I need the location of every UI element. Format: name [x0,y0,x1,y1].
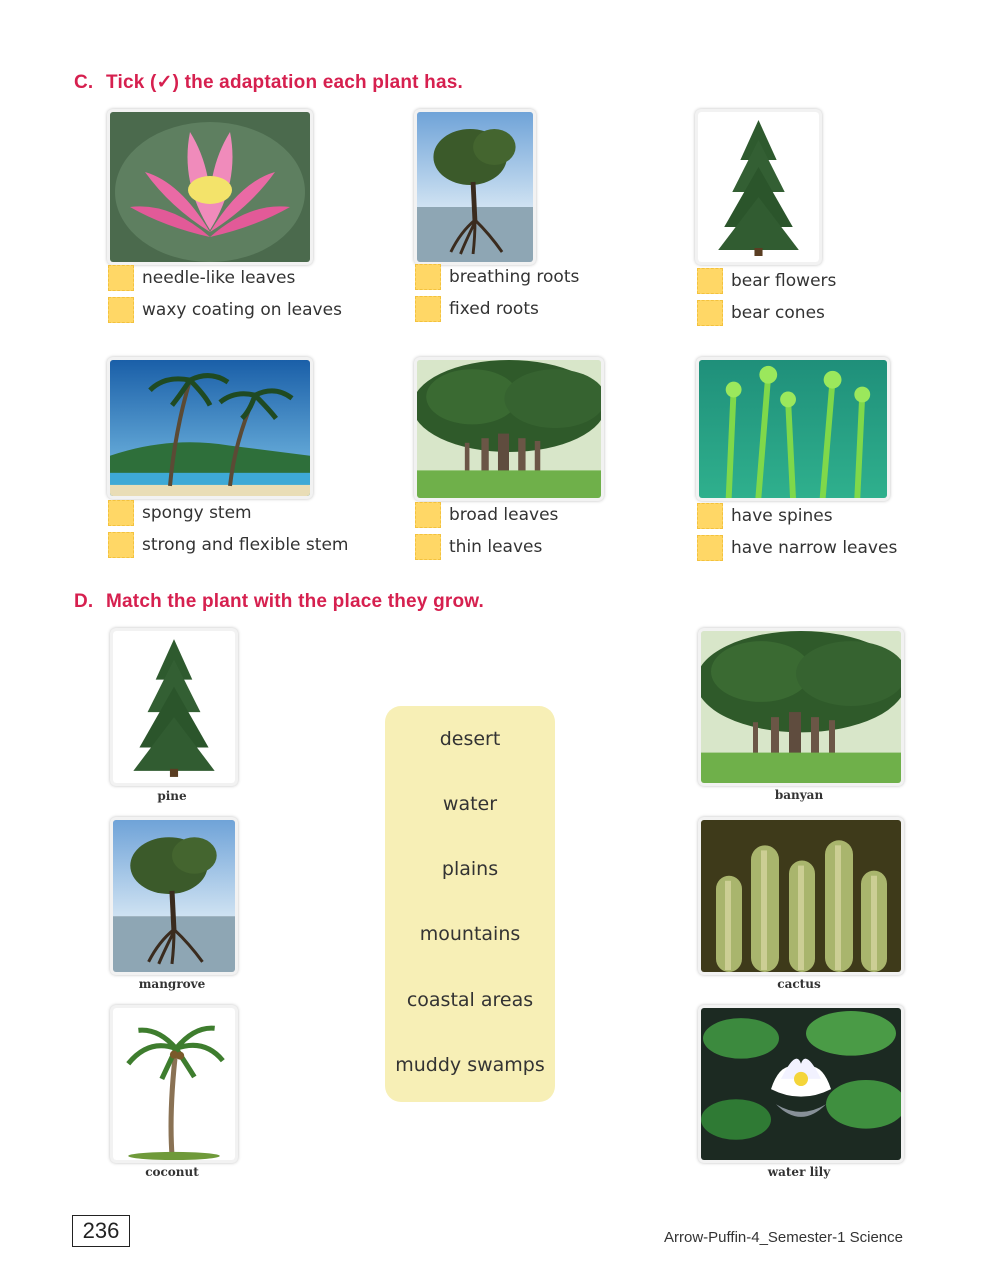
option-have-spines [697,503,833,529]
section-c-heading [74,71,463,94]
pine-match-photo[interactable] [110,628,238,786]
option-label: thin leaves [449,537,543,557]
caption-water-lily: water lily [767,1165,831,1179]
option-label: waxy coating on leaves [142,300,342,320]
option-broad-leaves [415,502,558,528]
option-bear-flowers [697,268,836,294]
place-desert[interactable]: desert [439,728,501,750]
section-d-heading [74,591,484,613]
tick-box[interactable] [108,500,134,526]
option-bear-cones [697,300,825,326]
option-label: fixed roots [449,299,539,319]
palm-photo [107,357,313,499]
coconut-match-photo[interactable] [110,1005,238,1163]
tick-box[interactable] [108,265,134,291]
option-narrow-leaves [697,535,897,561]
tick-box[interactable] [415,264,441,290]
option-label: bear flowers [731,271,837,291]
option-label: breathing roots [449,267,580,287]
cactus-match-photo[interactable] [698,817,904,975]
place-muddy-swamps[interactable]: muddy swamps [395,1054,545,1076]
option-label: needle-like leaves [142,268,296,288]
tick-box[interactable] [415,296,441,322]
tick-box[interactable] [415,502,441,528]
tick-box[interactable] [697,268,723,294]
caption-coconut: coconut [145,1165,199,1179]
hydrilla-photo [696,357,890,501]
option-thin-leaves [415,534,542,560]
option-breathing-roots [415,264,579,290]
section-c-letter: C. [74,72,94,93]
option-label: have spines [731,506,833,526]
tick-box[interactable] [108,297,134,323]
caption-banyan: banyan [774,788,824,802]
section-c-title: Tick (✓) the adaptation each plant has. [106,72,463,93]
caption-pine: pine [157,789,187,803]
mangrove-match-photo[interactable] [110,817,238,975]
mangrove-photo [414,109,536,265]
banyan-photo [414,357,604,501]
option-label: spongy stem [142,503,252,523]
option-label: strong and flexible stem [142,535,349,555]
option-spongy-stem [108,500,252,526]
section-d-letter: D. [74,591,94,612]
option-needle-like-leaves [108,265,295,291]
option-strong-flexible-stem [108,532,348,558]
page-number: 236 [72,1215,130,1247]
place-coastal-areas[interactable]: coastal areas [406,989,534,1011]
place-water[interactable]: water [442,793,498,815]
tick-box[interactable] [415,534,441,560]
option-fixed-roots [415,296,539,322]
option-label: have narrow leaves [731,538,898,558]
tick-box[interactable] [697,535,723,561]
option-label: broad leaves [449,505,559,525]
banyan-match-photo[interactable] [698,628,904,786]
caption-cactus: cactus [777,977,821,991]
caption-mangrove: mangrove [138,977,206,991]
places-panel [385,706,555,1102]
pine-photo [695,109,822,265]
tick-box[interactable] [697,300,723,326]
footer-book-title: Arrow-Puffin-4_Semester-1 Science [664,1229,903,1246]
water-lily-match-photo[interactable] [698,1005,904,1163]
tick-box[interactable] [108,532,134,558]
tick-box[interactable] [697,503,723,529]
option-waxy-coating [108,297,342,323]
lotus-photo [107,109,313,265]
section-d-title: Match the plant with the place they grow. [106,591,485,612]
place-mountains[interactable]: mountains [419,923,521,945]
place-plains[interactable]: plains [441,858,499,880]
option-label: bear cones [731,303,825,323]
